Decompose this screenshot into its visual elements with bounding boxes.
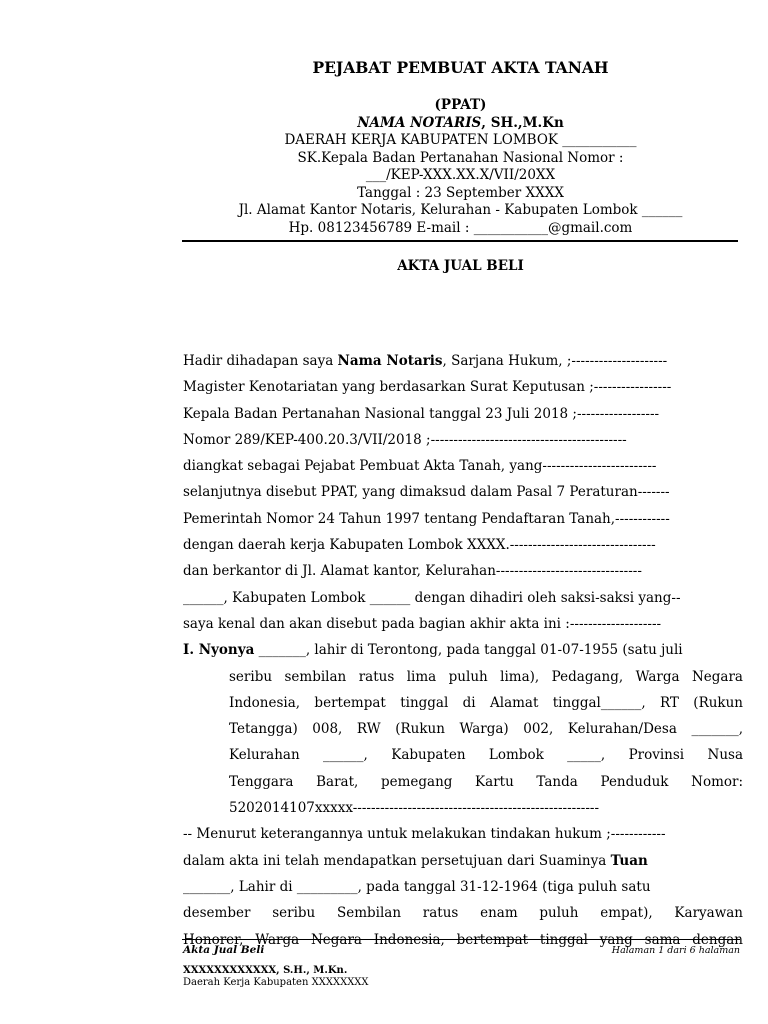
letterhead xyxy=(183,97,738,237)
footer-notary: XXXXXXXXXXXX, S.H., M.Kn. xyxy=(183,965,348,976)
body-line: selanjutnya disebut PPAT, yang dimaksud dalam Pasal 7 Peraturan------- xyxy=(183,484,670,501)
body-line: seribu sembilan ratus lima puluh lima), Pedagang, Warga Negara xyxy=(229,668,743,685)
party-line xyxy=(183,637,743,663)
body-line: desember seribu Sembilan ratus enam puluh empat), Karyawan xyxy=(183,905,743,922)
footer-divider xyxy=(182,939,740,940)
office-contact: Hp. 08123456789 E-mail : ___________@gmail.com xyxy=(288,219,633,236)
body-line: Nomor 289/KEP-400.20.3/VII/2018 ;------------------------------------------- xyxy=(183,431,627,448)
footer-page-info: Halaman 1 dari 6 halaman xyxy=(611,945,740,956)
notary-degree: , SH.,M.Kn xyxy=(481,114,564,131)
body-line xyxy=(183,348,743,374)
body-line: _______, Lahir di _________, pada tanggal 31-12-1964 (tiga puluh satu xyxy=(183,878,651,895)
body-line: 5202014107xxxxx------------------------------------------------------ xyxy=(229,800,600,817)
body-line xyxy=(183,848,743,874)
body-line: Kelurahan ______, Kabupaten Lombok _____, Provinsi Nusa xyxy=(229,747,743,764)
body-line: Honorer, Warga Negara Indonesia, bertempat tinggal yang sama dengan xyxy=(183,931,743,948)
body-line: ______, Kabupaten Lombok ______ dengan dihadiri oleh saksi-saksi yang-- xyxy=(183,589,681,606)
body-text: _______, lahir di Terontong, pada tanggal 01-07-1955 (satu juli xyxy=(254,642,683,659)
body-text: Hadir dihadapan saya xyxy=(183,353,338,369)
body-line: diangkat sebagai Pejabat Pembuat Akta Tanah, yang------------------------- xyxy=(183,458,657,475)
body-line: Kepala Badan Pertanahan Nasional tanggal 23 Juli 2018 ;------------------ xyxy=(183,405,660,422)
body-text: , Sarjana Hukum, ;--------------------- xyxy=(442,353,668,369)
office-abbreviation: (PPAT) xyxy=(434,97,487,113)
body-line: dan berkantor di Jl. Alamat kantor, Kelurahan-------------------------------- xyxy=(183,563,642,580)
sk-date: Tanggal : 23 September XXXX xyxy=(357,184,564,201)
footer-area: Daerah Kerja Kabupaten XXXXXXXX xyxy=(183,977,369,988)
footer-doc-name: Akta Jual Beli xyxy=(183,944,265,956)
body-text: dalam akta ini telah mendapatkan persetujuan dari Suaminya xyxy=(183,852,611,869)
office-address: Jl. Alamat Kantor Notaris, Kelurahan - Kabupaten Lombok ______ xyxy=(238,202,683,218)
body-line: -- Menurut keterangannya untuk melakukan tindakan hukum ;------------ xyxy=(183,826,666,843)
notary-name: NAMA NOTARIS xyxy=(357,114,482,131)
office-title: PEJABAT PEMBUAT AKTA TANAH xyxy=(312,58,609,77)
spouse-title: Tuan xyxy=(610,852,648,869)
party-label: I. Nyonya xyxy=(183,642,255,659)
notary-line xyxy=(183,115,738,133)
body-line: dengan daerah kerja Kabupaten Lombok XXXX.-------------------------------- xyxy=(183,537,656,554)
sk-number: ___/KEP-XXX.XX.X/VII/20XX xyxy=(365,167,556,183)
body-line: Tetangga) 008, RW (Rukun Warga) 002, Kelurahan/Desa _______, xyxy=(229,721,743,738)
document-title: AKTA JUAL BELI xyxy=(397,258,524,274)
body-line: Tenggara Barat, pemegang Kartu Tanda Penduduk Nomor: xyxy=(229,773,743,790)
sk-line: SK.Kepala Badan Pertanahan Nasional Nomor : xyxy=(297,149,624,166)
document-body xyxy=(183,348,743,953)
body-line: Pemerintah Nomor 24 Tahun 1997 tentang Pendaftaran Tanah,------------ xyxy=(183,510,670,527)
work-region: DAERAH KERJA KABUPATEN LOMBOK ___________ xyxy=(284,132,637,148)
body-line: Magister Kenotariatan yang berdasarkan Surat Keputusan ;----------------- xyxy=(183,379,672,396)
notary-name-inline: Nama Notaris xyxy=(337,353,443,369)
header-divider xyxy=(182,240,738,242)
body-line: saya kenal dan akan disebut pada bagian akhir akta ini :-------------------- xyxy=(183,615,662,632)
body-line: Indonesia, bertempat tinggal di Alamat tinggal______, RT (Rukun xyxy=(229,694,743,711)
